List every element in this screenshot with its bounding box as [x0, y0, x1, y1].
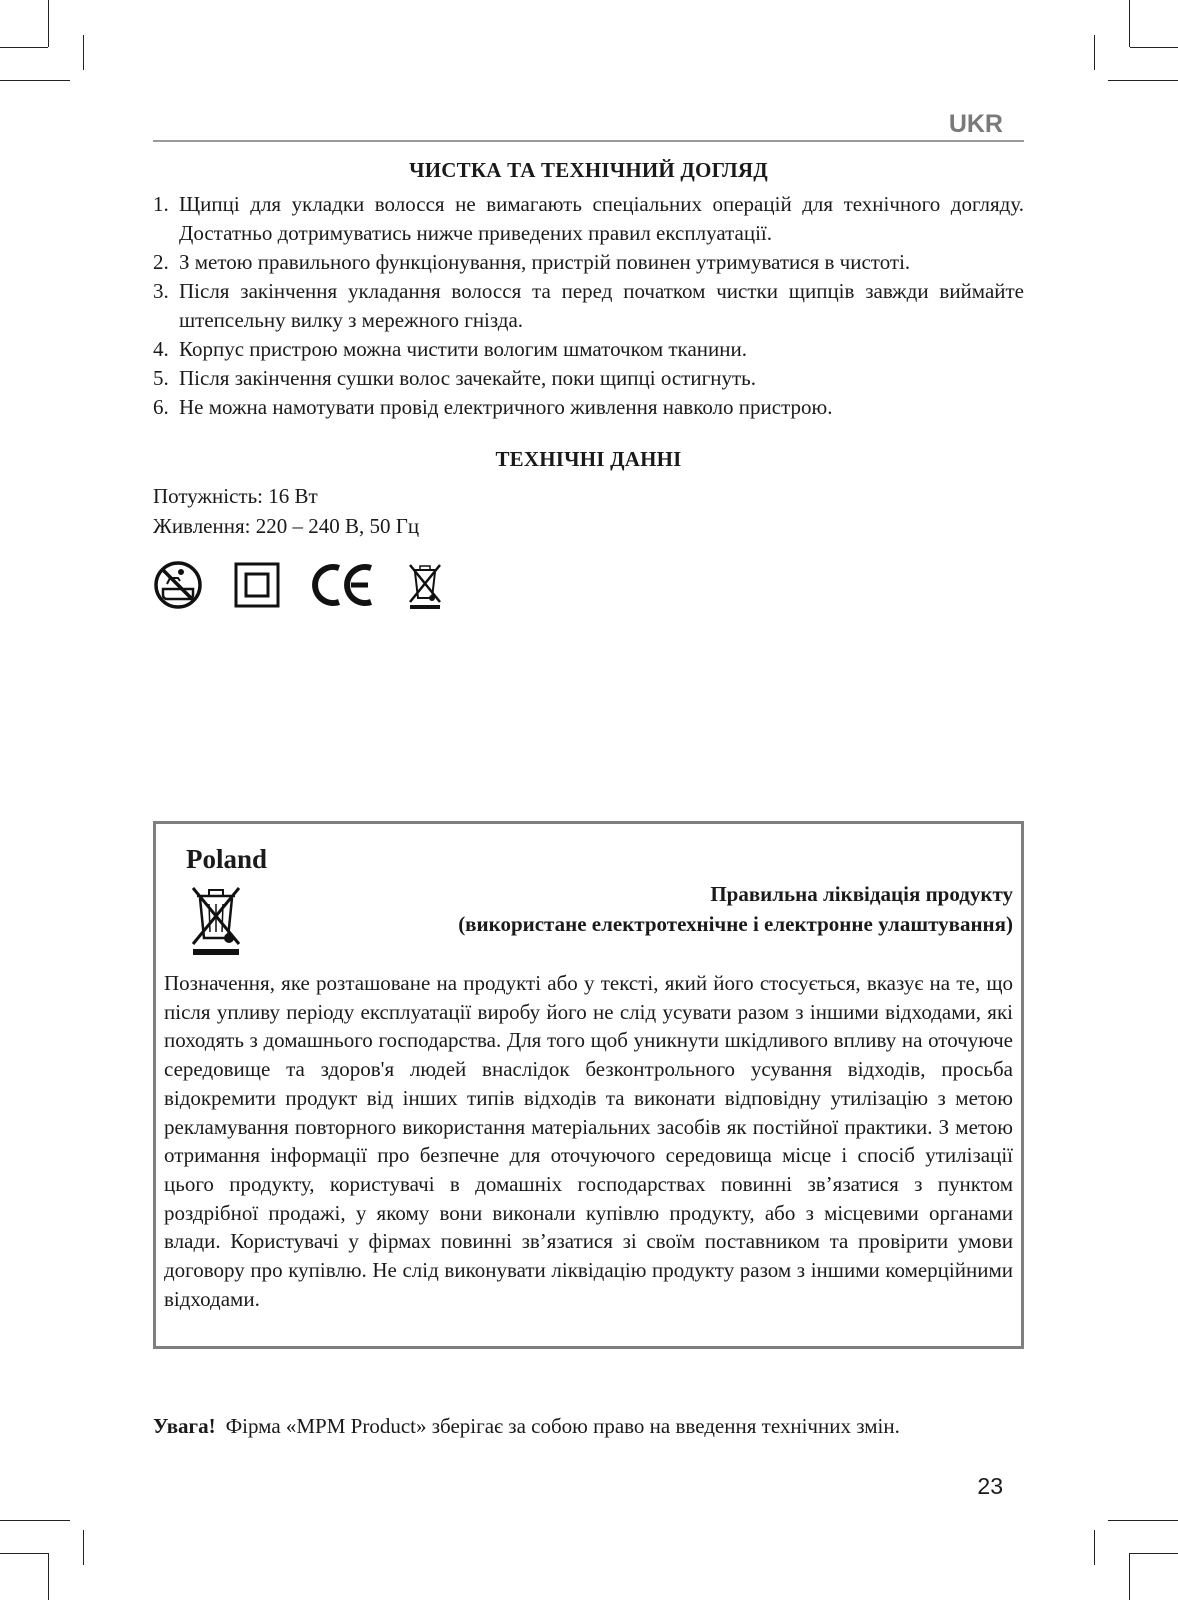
language-label: UKR: [948, 110, 1003, 138]
crop-mark: [48, 0, 49, 47]
header-divider: [153, 140, 1024, 142]
crop-mark: [83, 35, 84, 70]
symbol-row: [153, 559, 1024, 611]
crop-mark: [1094, 1530, 1095, 1565]
crop-mark: [1129, 0, 1130, 47]
disposal-heading-line2: (використане електротехнічне і електронне улаштування): [458, 912, 1013, 936]
disposal-heading: [458, 879, 1013, 939]
crop-mark: [48, 1553, 49, 1600]
crop-mark: [0, 1553, 48, 1554]
crop-mark: [1094, 35, 1095, 70]
list-item: 3. Після закінчення укладання волосся та перед початком чистки щипців завжди виймайте штепсельну вилку з мережного гнізда.: [153, 279, 1024, 332]
crop-mark: [83, 1530, 84, 1565]
cleaning-list: [153, 190, 1024, 422]
weee-bin-icon: [405, 560, 445, 610]
list-item: 1. Щипці для укладки волосся не вимагають спеціальних операцій для технічного догляду. Достатньо дотримуватись нижче приведених правил експлуатації.: [153, 192, 1024, 245]
specs-title: ТЕХНІЧНІ ДАННІ: [495, 447, 682, 471]
crop-mark: [0, 1520, 70, 1521]
warning-note: [153, 1414, 1024, 1439]
spec-power: Потужність: 16 Вт: [153, 484, 318, 508]
warning-label: Увага!: [153, 1414, 216, 1438]
cleaning-title: ЧИСТКА ТА ТЕХНІЧНИЙ ДОГЛЯД: [409, 158, 768, 182]
weee-bin-icon: [189, 882, 243, 956]
double-insulation-icon: [233, 561, 281, 609]
list-item: 4. Корпус пристрою можна чистити вологим шматочком тканини.: [153, 337, 747, 361]
page-number: 23: [977, 1473, 1003, 1499]
crop-mark: [1130, 47, 1178, 48]
crop-mark: [1108, 1520, 1178, 1521]
warning-text: Фірма «MPM Product» зберігає за собою право на введення технічних змін.: [225, 1414, 900, 1438]
crop-mark: [1129, 1553, 1130, 1600]
main-content: [153, 158, 1024, 611]
ce-mark-icon: [311, 562, 375, 608]
disposal-box: [153, 821, 1024, 1349]
crop-mark: [0, 80, 70, 81]
disposal-heading-line1: Правильна ліквідація продукту: [710, 882, 1013, 906]
list-item: 6. Не можна намотувати провід електричного живлення навколо пристрою.: [153, 395, 833, 419]
disposal-body: Позначення, яке розташоване на продукті або у тексті, який його стосується, вказує на те, що після упливу періоду експлуатації виробу його не слід усувати разом з іншими відходами, які походять з домашнього господарства. Для того щоб уникнути шкідливого впливу на оточуюче середовище та здоров'я людей внаслідок безконтрольного усування відходів, просьба відокремити продукт від інших типів відходів та виконати відповідну утилізацію з метою рекламування повторного використання матеріальних засобів як постійної практики. З метою отримання інформації про безпечне для оточуючого середовища місце і спосіб утилізації цього продукту, користувачі в домашніх господарствах повинні зв’язатися з пунктом роздрібної продажі, у якому вони виконали купівлю продукту, або з місцевими органами влади. Користувачі у фірмах повинні зв’язатися зі своїм поставником та провірити умови договору про купівлю. Не слід виконувати ліквідацію продукту разом з іншими комерційними відходами.: [164, 971, 1013, 1311]
crop-mark: [0, 47, 48, 48]
spec-supply: Живлення: 220 – 240 В, 50 Гц: [153, 514, 420, 538]
country-label: Poland: [186, 844, 268, 874]
crop-mark: [1108, 80, 1178, 81]
no-bath-icon: [153, 560, 203, 610]
list-item: 5. Після закінчення сушки волос зачекайте, поки щипці остигнуть.: [153, 366, 756, 390]
crop-mark: [1130, 1553, 1178, 1554]
list-item: 2. З метою правильного функціонування, пристрій повинен утримуватися в чистоті.: [153, 250, 911, 274]
